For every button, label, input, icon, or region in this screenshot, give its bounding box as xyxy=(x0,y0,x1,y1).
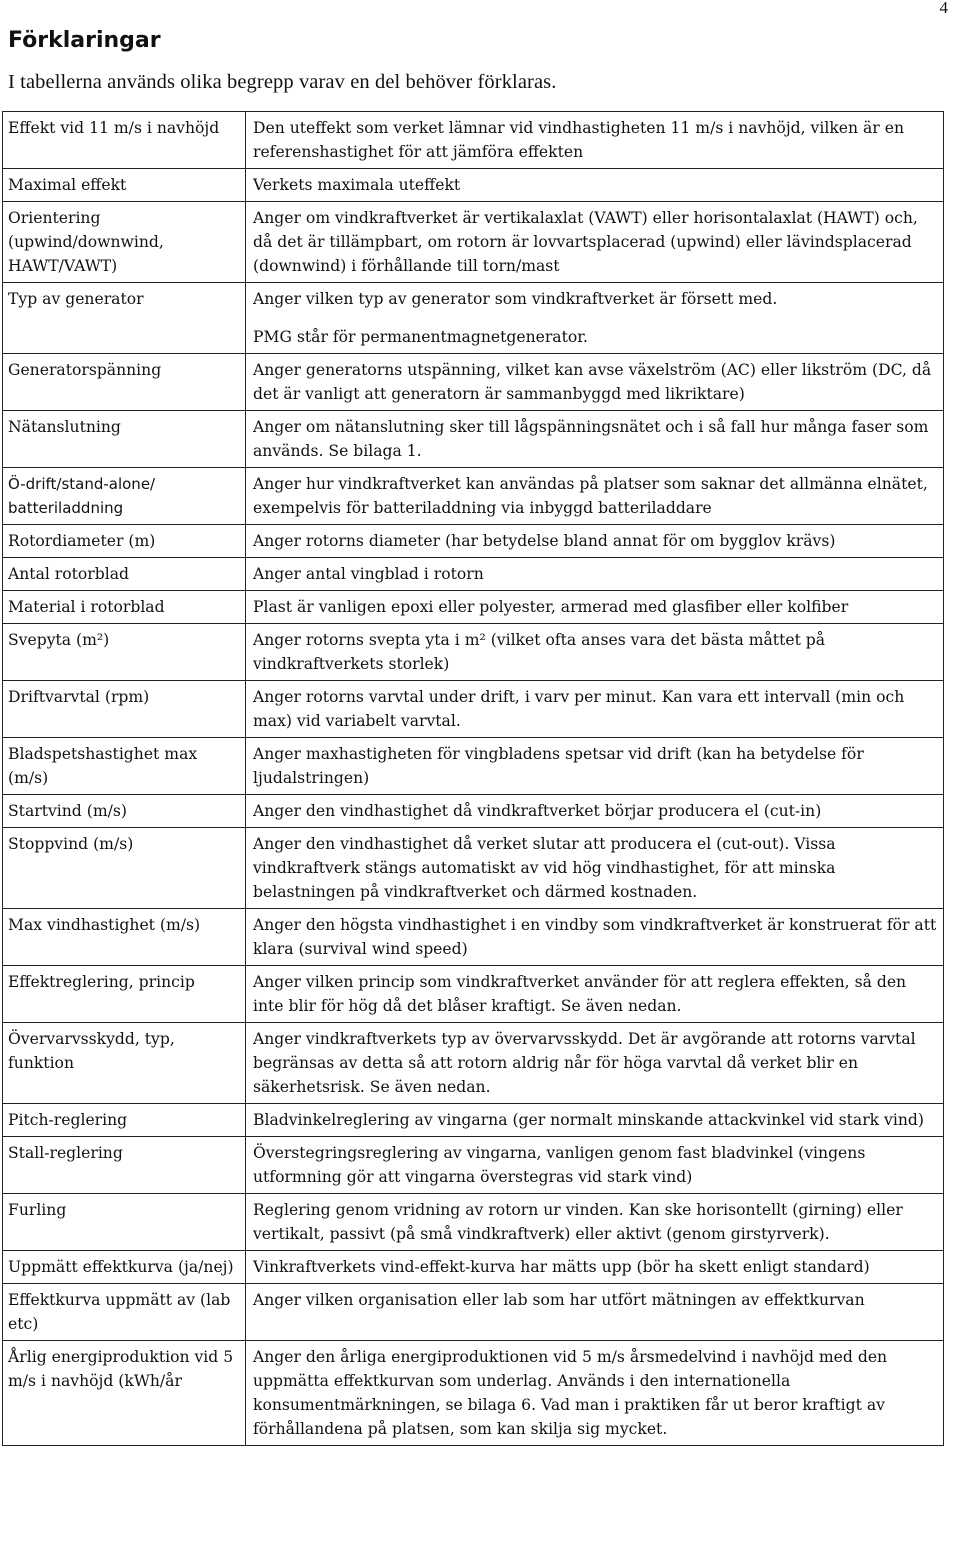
definition-cell: Anger vilken princip som vindkraftverket använder för att reglera effekten, så den inte blir för hög då det blåser kraftigt. Se även nedan. xyxy=(246,966,944,1023)
definition-cell: Anger den årliga energiproduktionen vid 5 m/s årsmedelvind i navhöjd med den uppmätta effektkurvan som underlag. Används i den internationella konsumentmärkningen, se bilaga 6. Vad man i praktiken får ut beror kraftigt av förhållandena på platsen, som kan skilja sig mycket. xyxy=(246,1341,944,1446)
term-cell: Antal rotorblad xyxy=(3,558,246,591)
table-row xyxy=(3,1023,944,1104)
term-cell: Effekt vid 11 m/s i navhöjd xyxy=(3,112,246,169)
intro-paragraph: I tabellerna används olika begrepp varav en del behöver förklaras. xyxy=(8,71,557,93)
definition-cell: Verkets maximala uteffekt xyxy=(246,169,944,202)
definition-cell: Anger generatorns utspänning, vilket kan avse växelström (AC) eller likström (DC, då det är vanligt att generatorn är sammanbyggd med likriktare) xyxy=(246,354,944,411)
term-cell: Effektreglering, princip xyxy=(3,966,246,1023)
term-cell: Max vindhastighet (m/s) xyxy=(3,909,246,966)
table-row xyxy=(3,468,944,525)
term-cell: Svepyta (m²) xyxy=(3,624,246,681)
definition-cell: Anger rotorns svepta yta i m² (vilket ofta anses vara det bästa måttet på vindkraftverkets storlek) xyxy=(246,624,944,681)
page-number: 4 xyxy=(939,0,948,17)
term-cell: Driftvarvtal (rpm) xyxy=(3,681,246,738)
definition-cell: Anger den vindhastighet då vindkraftverket börjar producera el (cut-in) xyxy=(246,795,944,828)
table-row xyxy=(3,681,944,738)
table-row xyxy=(3,624,944,681)
table-row xyxy=(3,411,944,468)
definition-cell: Anger maxhastigheten för vingbladens spetsar vid drift (kan ha betydelse för ljudalstringen) xyxy=(246,738,944,795)
term-cell: Uppmätt effektkurva (ja/nej) xyxy=(3,1251,246,1284)
table-row xyxy=(3,738,944,795)
term-cell: Bladspetshastighet max (m/s) xyxy=(3,738,246,795)
table-row xyxy=(3,795,944,828)
definition-cell: Vinkraftverkets vind-effekt-kurva har mätts upp (bör ha skett enligt standard) xyxy=(246,1251,944,1284)
table-row xyxy=(3,169,944,202)
table-row xyxy=(3,1137,944,1194)
definition-cell: Anger rotorns diameter (har betydelse bland annat för om bygglov krävs) xyxy=(246,525,944,558)
term-cell: Rotordiameter (m) xyxy=(3,525,246,558)
table-row xyxy=(3,112,944,169)
table-row xyxy=(3,1251,944,1284)
table-row xyxy=(3,283,944,354)
table-row xyxy=(3,202,944,283)
definition-cell: Den uteffekt som verket lämnar vid vindhastigheten 11 m/s i navhöjd, vilken är en referenshastighet för att jämföra effekten xyxy=(246,112,944,169)
term-cell: Maximal effekt xyxy=(3,169,246,202)
definition-cell: Anger vilken organisation eller lab som har utfört mätningen av effektkurvan xyxy=(246,1284,944,1341)
term-cell: Stall-reglering xyxy=(3,1137,246,1194)
table-row xyxy=(3,828,944,909)
table-row xyxy=(3,1284,944,1341)
glossary-table xyxy=(2,111,944,1446)
definition-text: Anger vilken typ av generator som vindkraftverket är försett med. xyxy=(253,290,778,308)
definition-cell: Plast är vanligen epoxi eller polyester, armerad med glasfiber eller kolfiber xyxy=(246,591,944,624)
table-row xyxy=(3,591,944,624)
table-row xyxy=(3,558,944,591)
term-cell: Övervarvsskydd, typ, funktion xyxy=(3,1023,246,1104)
term-cell: Effektkurva uppmätt av (lab etc) xyxy=(3,1284,246,1341)
definition-cell: Anger om vindkraftverket är vertikalaxlat (VAWT) eller horisontalaxlat (HAWT) och, då det är tillämpbart, om rotorn är lovvartsplacerad (upwind) eller lävindsplacerad (downwind) i förhållande till torn/mast xyxy=(246,202,944,283)
definition-note: PMG står för permanentmagnetgenerator. xyxy=(253,328,588,346)
term-cell: Stoppvind (m/s) xyxy=(3,828,246,909)
table-row xyxy=(3,1194,944,1251)
definition-cell: Anger rotorns varvtal under drift, i varv per minut. Kan vara ett intervall (min och max) vid variabelt varvtal. xyxy=(246,681,944,738)
term-cell: Pitch-reglering xyxy=(3,1104,246,1137)
term-cell: Typ av generator xyxy=(3,283,246,354)
term-cell: Startvind (m/s) xyxy=(3,795,246,828)
definition-cell: Anger vindkraftverkets typ av övervarvsskydd. Det är avgörande att rotorns varvtal begränsas av detta så att rotorn aldrig når för höga varvtal då verket blir en säkerhetsrisk. Se även nedan. xyxy=(246,1023,944,1104)
table-row xyxy=(3,909,944,966)
definition-cell: Anger antal vingblad i rotorn xyxy=(246,558,944,591)
term-cell: Nätanslutning xyxy=(3,411,246,468)
term-cell: Material i rotorblad xyxy=(3,591,246,624)
term-cell: Ö-drift/stand-alone/ batteriladdning xyxy=(3,468,246,525)
definition-cell: Reglering genom vridning av rotorn ur vinden. Kan ske horisontellt (girning) eller vertikalt, passivt (på små vindkraftverk) eller aktivt (genom girstyrverk). xyxy=(246,1194,944,1251)
table-row xyxy=(3,1341,944,1446)
term-cell: Orientering (upwind/downwind, HAWT/VAWT) xyxy=(3,202,246,283)
definition-cell: Bladvinkelreglering av vingarna (ger normalt minskande attackvinkel vid stark vind) xyxy=(246,1104,944,1137)
term-cell: Furling xyxy=(3,1194,246,1251)
definition-cell: Anger den högsta vindhastighet i en vindby som vindkraftverket är konstruerat för att klara (survival wind speed) xyxy=(246,909,944,966)
table-row xyxy=(3,966,944,1023)
definition-cell: Anger den vindhastighet då verket slutar att producera el (cut-out). Vissa vindkraftverk stängs automatiskt av vid hög vindhastighet, för att minska belastningen på vindkraftverket och därmed kostnaden. xyxy=(246,828,944,909)
definition-cell xyxy=(246,283,944,354)
term-cell: Årlig energiproduktion vid 5 m/s i navhöjd (kWh/år xyxy=(3,1341,246,1446)
definition-cell: Anger hur vindkraftverket kan användas på platser som saknar det allmänna elnätet, exempelvis för batteriladdning via inbyggd batteriladdare xyxy=(246,468,944,525)
definition-cell: Anger om nätanslutning sker till lågspänningsnätet och i så fall hur många faser som används. Se bilaga 1. xyxy=(246,411,944,468)
table-row xyxy=(3,354,944,411)
page-title: Förklaringar xyxy=(8,28,161,53)
table-row xyxy=(3,1104,944,1137)
definition-cell: Överstegringsreglering av vingarna, vanligen genom fast bladvinkel (vingens utformning gör att vingarna överstegras vid stark vind) xyxy=(246,1137,944,1194)
table-row xyxy=(3,525,944,558)
term-cell: Generatorspänning xyxy=(3,354,246,411)
